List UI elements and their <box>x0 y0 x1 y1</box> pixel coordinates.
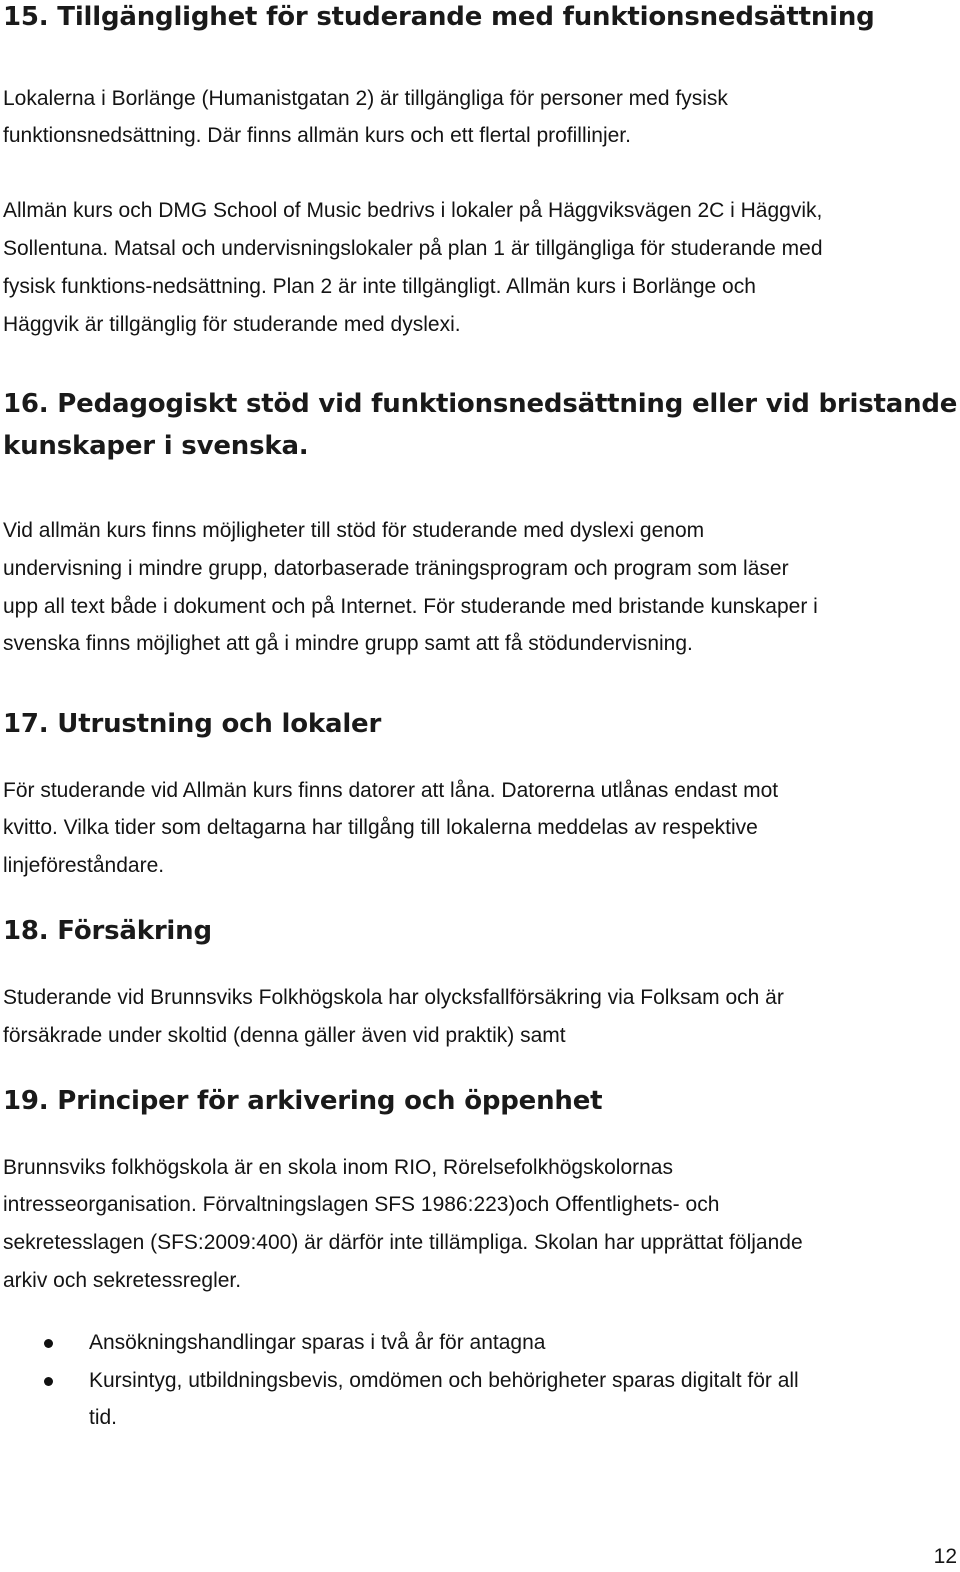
text-line: undervisning i mindre grupp, datorbaserade träningsprogram och program som läser <box>3 557 789 580</box>
text-line: arkiv och sekretessregler. <box>3 1269 242 1292</box>
bullet-icon <box>44 1339 53 1348</box>
text-line: försäkrade under skoltid (denna gäller även vid praktik) samt <box>3 1024 566 1047</box>
text-line: För studerande vid Allmän kurs finns datorer att låna. Datorerna utlånas endast mot <box>3 779 779 802</box>
text-line: funktionsnedsättning. Där finns allmän kurs och ett flertal profillinjer. <box>3 124 631 147</box>
text-line: Häggvik är tillgänglig för studerande med dyslexi. <box>3 313 461 336</box>
text-line: kvitto. Vilka tider som deltagarna har tillgång till lokalerna meddelas av respektive <box>3 816 758 839</box>
heading-line: kunskaper i svenska. <box>3 431 309 461</box>
heading-line: 16. Pedagogiskt stöd vid funktionsnedsättning eller vid bristande <box>3 389 958 419</box>
list-item-text: Kursintyg, utbildningsbevis, omdömen och behörigheter sparas digitalt för all <box>89 1369 799 1392</box>
text-line: Allmän kurs och DMG School of Music bedrivs i lokaler på Häggviksvägen 2C i Häggvik, <box>3 199 823 222</box>
page-number: 12 <box>933 1545 957 1568</box>
text-line: sekretesslagen (SFS:2009:400) är därför inte tillämpliga. Skolan har upprättat följande <box>3 1231 803 1254</box>
text-line: Studerande vid Brunnsviks Folkhögskola har olycksfallförsäkring via Folksam och är <box>3 986 784 1009</box>
section-15-heading: 15. Tillgänglighet för studerande med funktionsnedsättning <box>3 2 875 32</box>
list-item-text: tid. <box>89 1406 118 1429</box>
text-line: Brunnsviks folkhögskola är en skola inom RIO, Rörelsefolkhögskolornas <box>3 1156 673 1179</box>
text-line: Vid allmän kurs finns möjligheter till stöd för studerande med dyslexi genom <box>3 519 705 542</box>
text-line: Lokalerna i Borlänge (Humanistgatan 2) är tillgängliga för personer med fysisk <box>3 87 728 110</box>
text-line: svenska finns möjlighet att gå i mindre grupp samt att få stödundervisning. <box>3 632 693 655</box>
section-18-heading: 18. Försäkring <box>3 916 212 946</box>
section-17-heading: 17. Utrustning och lokaler <box>3 709 382 739</box>
text-line: upp all text både i dokument och på Internet. För studerande med bristande kunskaper i <box>3 595 818 618</box>
text-line: linjeföreståndare. <box>3 854 165 877</box>
bullet-icon <box>44 1377 53 1386</box>
text-line: fysisk funktions-nedsättning. Plan 2 är inte tillgängligt. Allmän kurs i Borlänge och <box>3 275 756 298</box>
list-item-text: Ansökningshandlingar sparas i två år för antagna <box>89 1331 546 1354</box>
section-19-heading: 19. Principer för arkivering och öppenhet <box>3 1086 603 1116</box>
text-line: intresseorganisation. Förvaltningslagen SFS 1986:223)och Offentlighets- och <box>3 1193 720 1216</box>
text-line: Sollentuna. Matsal och undervisningslokaler på plan 1 är tillgängliga för studerande med <box>3 237 823 260</box>
